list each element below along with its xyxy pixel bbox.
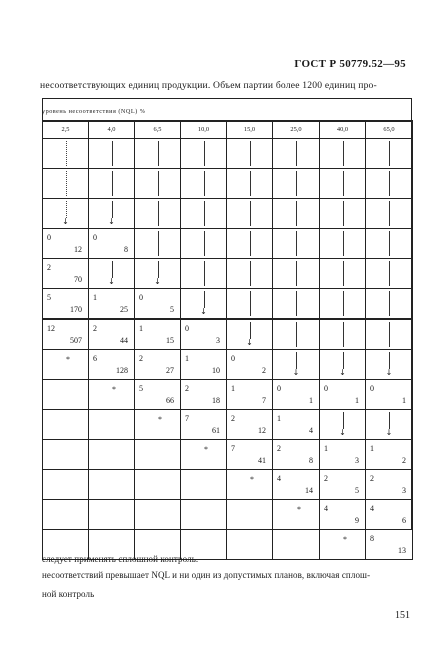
sample-size: 4 xyxy=(309,426,313,435)
table-cell xyxy=(89,199,135,229)
acceptance-number: 7 xyxy=(231,444,235,453)
sample-size: 14 xyxy=(305,486,313,495)
sample-size: 25 xyxy=(120,305,128,314)
table-cell xyxy=(273,440,320,470)
table-cell xyxy=(135,259,181,289)
down-arrow-icon xyxy=(320,201,365,226)
table-cell xyxy=(135,350,181,380)
full-inspection-mark: * xyxy=(66,355,70,364)
down-arrow-icon xyxy=(227,291,272,316)
table-cell xyxy=(227,440,273,470)
table-row xyxy=(43,350,413,380)
table-cell xyxy=(181,229,227,259)
down-arrow-icon: ↓ xyxy=(89,261,134,286)
table-cell xyxy=(227,169,273,199)
table-cell xyxy=(181,470,227,500)
sample-size: 44 xyxy=(120,336,128,345)
table-cell xyxy=(181,380,227,410)
down-arrow-icon xyxy=(43,171,88,196)
table-cell xyxy=(320,410,366,440)
table-cell xyxy=(181,440,227,470)
sample-size: 5 xyxy=(355,486,359,495)
table-cell xyxy=(89,440,135,470)
table-cell xyxy=(181,169,227,199)
table-cell xyxy=(89,350,135,380)
table-cell xyxy=(89,229,135,259)
acceptance-number: 0 xyxy=(324,384,328,393)
acceptance-number: 1 xyxy=(277,414,281,423)
table-cell xyxy=(366,500,413,530)
nql-column-header: 6,5 xyxy=(135,121,181,139)
acceptance-number: 4 xyxy=(324,504,328,513)
nql-column-header: 65,0 xyxy=(366,121,413,139)
table-cell xyxy=(227,380,273,410)
down-arrow-icon xyxy=(135,171,180,196)
table-cell xyxy=(320,139,366,169)
acceptance-number: 1 xyxy=(93,293,97,302)
table-cell xyxy=(366,470,413,500)
down-arrow-icon xyxy=(227,261,272,286)
down-arrow-icon xyxy=(43,141,88,166)
down-arrow-icon xyxy=(366,291,412,316)
page-number: 151 xyxy=(395,610,410,621)
down-arrow-icon xyxy=(181,141,226,166)
acceptance-number: 2 xyxy=(139,354,143,363)
table-cell xyxy=(89,500,135,530)
table-cell xyxy=(320,470,366,500)
nql-title: уровень несоответствия (NQL) % xyxy=(42,108,146,115)
acceptance-number: 2 xyxy=(185,384,189,393)
down-arrow-icon xyxy=(320,231,365,256)
footnote-line-2: несоответствий превышает NQL и ни один из допустимых планов, включая сплош- xyxy=(42,570,371,580)
table-cell xyxy=(135,289,181,320)
column-header-row xyxy=(43,121,413,139)
sample-size: 8 xyxy=(309,456,313,465)
down-arrow-icon xyxy=(89,141,134,166)
full-inspection-mark: * xyxy=(204,445,208,454)
table-cell xyxy=(135,169,181,199)
sample-size: 1 xyxy=(402,396,406,405)
sample-size: 12 xyxy=(74,245,82,254)
table-cell xyxy=(89,259,135,289)
acceptance-number: 4 xyxy=(277,474,281,483)
table-cell xyxy=(273,410,320,440)
sample-size: 2 xyxy=(262,366,266,375)
acceptance-number: 2 xyxy=(324,474,328,483)
footnote-line-1: следует применять сплошной контроль. xyxy=(42,554,199,564)
down-arrow-icon xyxy=(135,141,180,166)
table-row xyxy=(43,169,413,199)
full-inspection-mark: * xyxy=(343,535,347,544)
sample-size: 13 xyxy=(398,546,406,555)
down-arrow-icon xyxy=(227,141,272,166)
table-cell xyxy=(43,380,89,410)
down-arrow-icon xyxy=(320,322,365,347)
table-cell xyxy=(43,229,89,259)
table-cell xyxy=(135,470,181,500)
table-cell xyxy=(273,380,320,410)
table-cell xyxy=(43,440,89,470)
table-cell xyxy=(43,259,89,289)
table-cell xyxy=(273,470,320,500)
table-row xyxy=(43,500,413,530)
table-cell xyxy=(320,199,366,229)
intro-paragraph: несоответствующих единиц продукции. Объем партии более 1200 единиц про- xyxy=(40,80,377,91)
down-arrow-icon xyxy=(320,291,365,316)
sample-size: 7 xyxy=(262,396,266,405)
full-inspection-mark: * xyxy=(112,385,116,394)
table-cell xyxy=(273,350,320,380)
down-arrow-icon xyxy=(135,201,180,226)
acceptance-number: 0 xyxy=(93,233,97,242)
acceptance-number: 1 xyxy=(139,324,143,333)
down-arrow-icon xyxy=(227,231,272,256)
down-arrow-icon xyxy=(273,291,319,316)
table-cell xyxy=(320,440,366,470)
table-row xyxy=(43,410,413,440)
sample-size: 128 xyxy=(116,366,128,375)
down-arrow-icon: ↓ xyxy=(135,261,180,286)
acceptance-number: 0 xyxy=(47,233,51,242)
down-arrow-icon xyxy=(366,171,412,196)
down-arrow-icon xyxy=(320,141,365,166)
sample-size: 18 xyxy=(212,396,220,405)
table-cell xyxy=(43,410,89,440)
sample-size: 66 xyxy=(166,396,174,405)
table-cell xyxy=(89,319,135,350)
nql-column-header: 40,0 xyxy=(320,121,366,139)
acceptance-number: 2 xyxy=(93,324,97,333)
table-cell xyxy=(320,169,366,199)
down-arrow-icon: ↓ xyxy=(273,352,319,377)
down-arrow-icon xyxy=(181,201,226,226)
table-cell xyxy=(181,410,227,440)
table-cell xyxy=(181,350,227,380)
table-cell xyxy=(227,500,273,530)
full-inspection-mark: * xyxy=(250,475,254,484)
table-cell xyxy=(43,470,89,500)
nql-column-header: 4,0 xyxy=(89,121,135,139)
nql-column-header: 2,5 xyxy=(43,121,89,139)
document-header: ГОСТ Р 50779.52—95 xyxy=(294,58,406,70)
sample-size: 3 xyxy=(402,486,406,495)
table-row xyxy=(43,440,413,470)
sample-size: 3 xyxy=(216,336,220,345)
sample-size: 8 xyxy=(124,245,128,254)
down-arrow-icon xyxy=(320,171,365,196)
table-cell xyxy=(273,259,320,289)
table-cell xyxy=(227,530,273,560)
table-cell xyxy=(43,350,89,380)
full-inspection-mark: * xyxy=(158,415,162,424)
table-cell xyxy=(181,289,227,320)
table-cell xyxy=(273,139,320,169)
acceptance-number: 2 xyxy=(277,444,281,453)
down-arrow-icon xyxy=(135,231,180,256)
table-row xyxy=(43,380,413,410)
table-cell xyxy=(227,350,273,380)
acceptance-number: 1 xyxy=(185,354,189,363)
table-cell xyxy=(366,410,413,440)
acceptance-number: 0 xyxy=(139,293,143,302)
sample-size: 2 xyxy=(402,456,406,465)
down-arrow-icon xyxy=(366,261,412,286)
down-arrow-icon: ↓ xyxy=(43,201,88,226)
table-cell xyxy=(135,440,181,470)
footnote-line-3: ной контроль xyxy=(42,589,95,599)
down-arrow-icon xyxy=(273,261,319,286)
table-cell xyxy=(227,259,273,289)
table-cell xyxy=(135,199,181,229)
table-cell xyxy=(89,139,135,169)
table-cell xyxy=(320,229,366,259)
acceptance-number: 1 xyxy=(231,384,235,393)
table-cell xyxy=(181,139,227,169)
acceptance-number: 0 xyxy=(231,354,235,363)
down-arrow-icon xyxy=(273,171,319,196)
table-cell xyxy=(43,169,89,199)
down-arrow-icon xyxy=(227,201,272,226)
table-cell xyxy=(366,530,413,560)
table-cell xyxy=(89,169,135,199)
acceptance-number: 2 xyxy=(370,474,374,483)
table-cell xyxy=(366,289,413,320)
table-cell xyxy=(366,380,413,410)
sample-size: 507 xyxy=(70,336,82,345)
table-row xyxy=(43,259,413,289)
table-cell xyxy=(135,139,181,169)
down-arrow-icon xyxy=(273,141,319,166)
table-cell xyxy=(227,199,273,229)
sample-size: 12 xyxy=(258,426,266,435)
table-cell xyxy=(273,319,320,350)
table-cell xyxy=(273,169,320,199)
table-cell xyxy=(181,500,227,530)
down-arrow-icon xyxy=(366,141,412,166)
acceptance-number: 12 xyxy=(47,324,55,333)
table-cell xyxy=(366,440,413,470)
table-cell xyxy=(227,229,273,259)
sampling-plan-table xyxy=(42,120,413,560)
acceptance-number: 0 xyxy=(370,384,374,393)
sample-size: 10 xyxy=(212,366,220,375)
sample-size: 3 xyxy=(355,456,359,465)
sample-size: 170 xyxy=(70,305,82,314)
down-arrow-icon xyxy=(273,201,319,226)
table-cell xyxy=(135,319,181,350)
table-cell xyxy=(366,319,413,350)
down-arrow-icon: ↓ xyxy=(227,322,272,347)
sample-size: 61 xyxy=(212,426,220,435)
down-arrow-icon: ↓ xyxy=(366,352,412,377)
acceptance-number: 0 xyxy=(277,384,281,393)
table-cell xyxy=(320,289,366,320)
nql-column-header: 25,0 xyxy=(273,121,320,139)
table-cell xyxy=(273,289,320,320)
table-cell xyxy=(366,199,413,229)
sample-size: 70 xyxy=(74,275,82,284)
down-arrow-icon xyxy=(273,231,319,256)
table-cell xyxy=(273,500,320,530)
table-body xyxy=(43,139,413,560)
sample-size: 1 xyxy=(355,396,359,405)
table-cell xyxy=(320,530,366,560)
down-arrow-icon xyxy=(181,171,226,196)
table-row xyxy=(43,289,413,320)
acceptance-number: 1 xyxy=(370,444,374,453)
sample-size: 15 xyxy=(166,336,174,345)
table-row xyxy=(43,470,413,500)
table-cell xyxy=(89,410,135,440)
acceptance-number: 1 xyxy=(324,444,328,453)
down-arrow-icon: ↓ xyxy=(320,352,365,377)
table-cell xyxy=(181,259,227,289)
sample-size: 41 xyxy=(258,456,266,465)
sample-size: 9 xyxy=(355,516,359,525)
down-arrow-icon xyxy=(320,261,365,286)
acceptance-number: 5 xyxy=(139,384,143,393)
full-inspection-mark: * xyxy=(297,505,301,514)
table-cell xyxy=(320,350,366,380)
acceptance-number: 8 xyxy=(370,534,374,543)
table-row xyxy=(43,229,413,259)
table-cell xyxy=(273,530,320,560)
acceptance-number: 0 xyxy=(185,324,189,333)
table-cell xyxy=(43,500,89,530)
down-arrow-icon xyxy=(227,171,272,196)
table-cell xyxy=(273,199,320,229)
down-arrow-icon xyxy=(273,322,319,347)
sample-size: 5 xyxy=(170,305,174,314)
table-row xyxy=(43,139,413,169)
table-cell xyxy=(366,139,413,169)
table-cell xyxy=(227,470,273,500)
table-cell xyxy=(43,199,89,229)
acceptance-number: 4 xyxy=(370,504,374,513)
table-cell xyxy=(227,139,273,169)
down-arrow-icon xyxy=(366,322,412,347)
down-arrow-icon: ↓ xyxy=(366,412,412,437)
table-cell xyxy=(135,410,181,440)
down-arrow-icon xyxy=(89,171,134,196)
table-cell xyxy=(320,259,366,289)
table-cell xyxy=(89,289,135,320)
table-row xyxy=(43,199,413,229)
nql-column-header: 15,0 xyxy=(227,121,273,139)
table-cell xyxy=(273,229,320,259)
sample-size: 27 xyxy=(166,366,174,375)
sample-size: 1 xyxy=(309,396,313,405)
down-arrow-icon xyxy=(181,231,226,256)
down-arrow-icon xyxy=(181,261,226,286)
table-cell xyxy=(320,380,366,410)
table-cell xyxy=(227,410,273,440)
table-cell xyxy=(366,229,413,259)
acceptance-number: 7 xyxy=(185,414,189,423)
table-row xyxy=(43,319,413,350)
table-cell xyxy=(135,500,181,530)
down-arrow-icon: ↓ xyxy=(181,291,226,316)
acceptance-number: 2 xyxy=(47,263,51,272)
table-cell xyxy=(43,289,89,320)
table-cell xyxy=(43,319,89,350)
down-arrow-icon: ↓ xyxy=(320,412,365,437)
table-cell xyxy=(227,289,273,320)
sample-size: 6 xyxy=(402,516,406,525)
table-cell xyxy=(181,199,227,229)
table-cell xyxy=(89,380,135,410)
table-cell xyxy=(366,169,413,199)
acceptance-number: 5 xyxy=(47,293,51,302)
nql-column-header: 10,0 xyxy=(181,121,227,139)
table-cell xyxy=(135,380,181,410)
table-cell xyxy=(43,139,89,169)
table-cell xyxy=(135,229,181,259)
down-arrow-icon xyxy=(366,231,412,256)
table-cell xyxy=(227,319,273,350)
down-arrow-icon: ↓ xyxy=(89,201,134,226)
table-cell xyxy=(181,319,227,350)
table-cell xyxy=(320,500,366,530)
table-cell xyxy=(320,319,366,350)
acceptance-number: 2 xyxy=(231,414,235,423)
acceptance-number: 6 xyxy=(93,354,97,363)
table-cell xyxy=(89,470,135,500)
down-arrow-icon xyxy=(366,201,412,226)
table-cell xyxy=(366,259,413,289)
table-cell xyxy=(366,350,413,380)
